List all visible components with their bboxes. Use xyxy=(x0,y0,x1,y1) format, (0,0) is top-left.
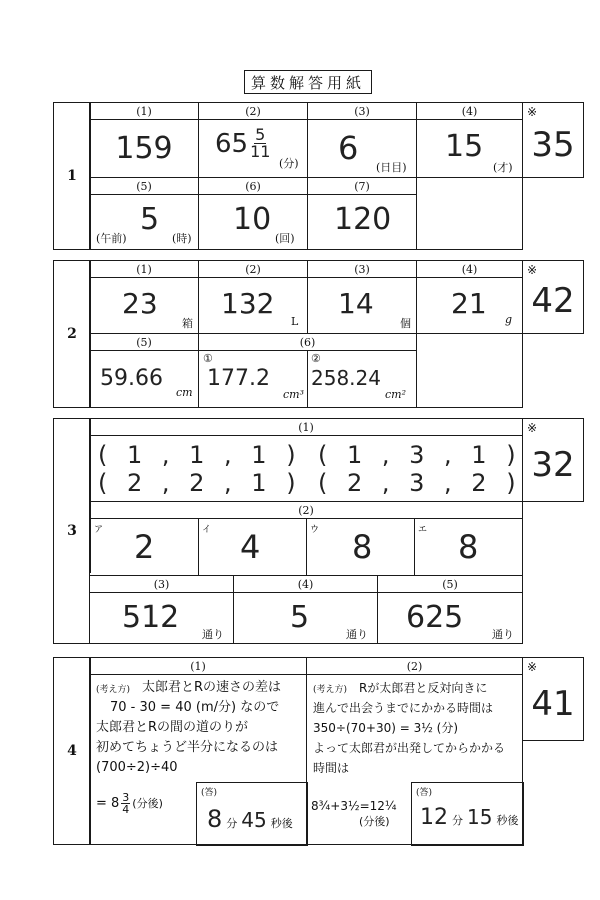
answer-label: (答) xyxy=(201,788,218,798)
s4-q1-cell xyxy=(89,657,307,845)
denominator: 4 xyxy=(122,803,130,816)
s2-q5-cell xyxy=(89,333,199,408)
s1-q2-cell xyxy=(198,102,308,178)
unit: L xyxy=(291,315,299,328)
solution-text xyxy=(313,678,523,778)
section-number: 1 xyxy=(67,168,77,184)
score-mark: ※ xyxy=(527,660,538,674)
answer: 120 xyxy=(334,202,392,237)
unit: (分) xyxy=(279,157,299,170)
answer: 23 xyxy=(122,287,158,320)
prefix: (午前) xyxy=(96,232,127,245)
q-label: (5) xyxy=(136,335,152,349)
answer-minutes: 12 xyxy=(420,805,448,830)
mark-u: ウ xyxy=(310,525,320,535)
answer-seconds: 15 xyxy=(467,805,493,829)
s3-q2-cell xyxy=(89,501,523,576)
answer-i: 4 xyxy=(240,528,261,566)
s3-q3-cell xyxy=(89,575,234,644)
answer-a: 2 xyxy=(134,528,155,566)
s2-q6-cell xyxy=(198,333,417,408)
answer-2: 258.24 xyxy=(311,366,381,390)
answer: 15 xyxy=(445,129,484,164)
result-prefix: = 8 xyxy=(96,795,120,811)
solution-line: (700÷2)÷40 xyxy=(96,760,178,775)
s1-q1-cell xyxy=(89,102,199,178)
answer-e: 8 xyxy=(458,528,479,566)
answer: 5 xyxy=(290,600,310,635)
unit: 通り xyxy=(202,628,224,641)
s3-q4-cell xyxy=(233,575,378,644)
q-label: (1) xyxy=(190,659,206,673)
s2-q4-cell xyxy=(416,260,523,334)
solution-line: よって太郎君が出発してからかかる xyxy=(313,741,506,755)
s1-q4-cell xyxy=(416,102,523,178)
mark-a: ア xyxy=(94,525,104,535)
q-label: (1) xyxy=(136,104,152,118)
s1-q3-cell xyxy=(307,102,417,178)
score-mark: ※ xyxy=(527,421,538,435)
score-mark: ※ xyxy=(527,105,538,119)
q-label: (2) xyxy=(245,104,261,118)
q-label: (2) xyxy=(406,659,423,673)
answer-label: (答) xyxy=(416,788,433,798)
q-label: (3) xyxy=(354,262,370,276)
unit: 通り xyxy=(492,628,514,641)
answer: 159 xyxy=(115,131,173,166)
answer-box xyxy=(411,782,524,846)
numerator: 5 xyxy=(255,125,266,144)
s2-q2-cell xyxy=(198,260,308,334)
unit: (回) xyxy=(275,232,295,245)
solution-line: 70 - 30 = 40 (m/分) なので xyxy=(110,700,280,715)
score: 42 xyxy=(531,281,575,321)
s4-q2-cell xyxy=(306,657,523,845)
unit: 個 xyxy=(400,317,411,330)
sub-mark-1: ① xyxy=(203,352,213,365)
answer-box xyxy=(196,782,308,846)
answer: 5 xyxy=(140,202,160,237)
q-label: (4) xyxy=(297,577,314,591)
s2-score-box xyxy=(522,260,584,334)
solution-line: 太郎君とRの間の道のりが xyxy=(96,720,249,735)
minutes-unit: 分 xyxy=(452,814,463,827)
answer-row-1b: ( 1 , 3 , 1 ) xyxy=(318,441,522,469)
answer: 21 xyxy=(451,287,487,320)
seconds-unit: 秒後 xyxy=(270,817,293,830)
score: 32 xyxy=(531,445,575,485)
q-label: (4) xyxy=(461,262,478,276)
calc-suffix: (分後) xyxy=(359,815,390,828)
answer: 6 xyxy=(338,129,359,167)
seconds-unit: 秒後 xyxy=(496,814,519,827)
answer-row-2a: ( 2 , 2 , 1 ) xyxy=(98,469,302,497)
q-label: (6) xyxy=(299,335,316,349)
q-label: (3) xyxy=(153,577,170,591)
answer-row-2b: ( 2 , 3 , 2 ) xyxy=(318,469,522,497)
solution-text xyxy=(96,678,306,778)
q-label: (2) xyxy=(298,503,314,517)
solution-line: 初めてちょうど半分になるのは xyxy=(96,740,279,755)
s4-score-box xyxy=(522,657,584,741)
unit: (日目) xyxy=(376,161,407,174)
sub-mark-2: ② xyxy=(311,352,321,365)
score: 35 xyxy=(531,125,575,165)
answer: 132 xyxy=(221,287,275,320)
result-fraction xyxy=(121,792,130,815)
answer: 59.66 xyxy=(100,366,163,391)
score-mark: ※ xyxy=(527,263,538,277)
q-label: (5) xyxy=(136,179,152,193)
answer: 625 xyxy=(406,600,464,635)
solution-line: 時間は xyxy=(313,761,350,775)
score: 41 xyxy=(531,684,575,724)
page-title: 算数解答用紙 xyxy=(244,70,372,94)
answer-whole: 65 xyxy=(215,128,249,159)
s2-q1-cell xyxy=(89,260,199,334)
s3-q5-cell xyxy=(377,575,523,644)
q-label: (3) xyxy=(354,104,370,118)
solution-line: 350÷(70+30) = 3½ (分) xyxy=(313,721,459,735)
answer-seconds: 45 xyxy=(241,808,267,832)
solution-line: Rが太郎君と反対向きに xyxy=(359,681,488,695)
result-suffix: (分後) xyxy=(132,796,163,810)
unit: 通り xyxy=(346,628,368,641)
section-number: 3 xyxy=(67,523,77,539)
q-label: (7) xyxy=(354,179,370,193)
unit: cm xyxy=(176,386,193,399)
calc-expression: 8¾+3½=12¼ xyxy=(311,799,397,813)
s1-q7-cell xyxy=(307,177,417,250)
s1-q5-cell xyxy=(89,177,199,250)
answer: 512 xyxy=(122,600,180,635)
unit: g xyxy=(505,313,513,326)
solution-line: 進んで出会うまでにかかる時間は xyxy=(313,701,494,715)
mark-i: イ xyxy=(202,525,212,535)
s1-q6-cell xyxy=(198,177,308,250)
unit: (時) xyxy=(172,232,192,245)
q-label: (6) xyxy=(245,179,261,193)
section-number: 4 xyxy=(67,743,77,759)
minutes-unit: 分 xyxy=(226,817,238,830)
answer-row-1a: ( 1 , 1 , 1 ) xyxy=(98,441,302,469)
s2-q3-cell xyxy=(307,260,417,334)
unit: (才) xyxy=(493,161,513,174)
q-label: (2) xyxy=(245,262,261,276)
denominator: 11 xyxy=(250,142,271,161)
mark-e: エ xyxy=(418,525,428,535)
method-label: (考え方) xyxy=(313,685,348,695)
unit-1: cm³ xyxy=(283,388,305,401)
answer: 10 xyxy=(233,202,272,237)
s3-score-box xyxy=(522,418,584,502)
q-label: (1) xyxy=(298,420,314,434)
solution-calc xyxy=(311,798,397,830)
solution-result xyxy=(96,792,163,815)
q-label: (4) xyxy=(461,104,478,118)
unit-2: cm² xyxy=(385,388,407,401)
section-number: 2 xyxy=(67,326,77,342)
answer-minutes: 8 xyxy=(207,805,223,833)
answer-1: 177.2 xyxy=(207,366,270,391)
s1-score-box xyxy=(522,102,584,178)
answer xyxy=(215,127,270,160)
answer-u: 8 xyxy=(352,528,373,566)
unit: 箱 xyxy=(182,317,193,330)
method-label: (考え方) xyxy=(96,685,131,695)
q-label: (5) xyxy=(442,577,458,591)
answer-fraction xyxy=(250,127,270,160)
answer: 14 xyxy=(338,287,374,320)
s3-q1-cell xyxy=(89,418,523,502)
numerator: 3 xyxy=(122,791,130,804)
q-label: (1) xyxy=(136,262,152,276)
solution-line: 太郎君とRの速さの差は xyxy=(142,680,282,695)
